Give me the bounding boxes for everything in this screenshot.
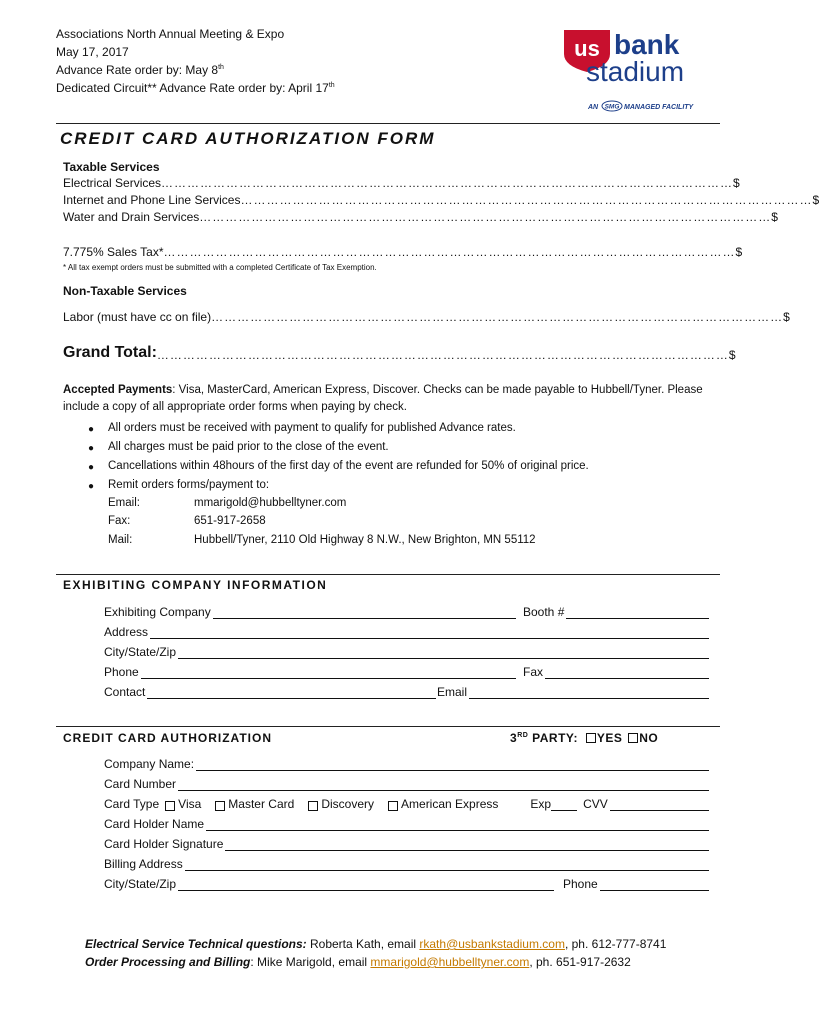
electrical-services-row: Electrical Services …………………………………………………………………………………………………………………… $ (63, 176, 740, 190)
remit-fax-label: Fax: (108, 515, 131, 527)
company-name-field[interactable]: Company Name: (104, 757, 711, 771)
us-bank-stadium-logo (560, 24, 730, 114)
discovery-checkbox[interactable] (308, 801, 318, 811)
svg-text:SMG: SMG (604, 103, 620, 111)
booth-field[interactable]: Booth # (523, 605, 711, 619)
water-drain-row: Water and Drain Services …………………………………………………………………………………………………………………… $ (63, 210, 778, 224)
internet-phone-row: Internet and Phone Line Services …………………………………………………………………………………………………………………… $ (63, 193, 819, 207)
third-party-no-checkbox[interactable] (628, 733, 638, 743)
billing-address-field[interactable]: Billing Address (104, 857, 711, 871)
tax-exempt-note: * All tax exempt orders must be submitted with a completed Certificate of Tax Exemption. (63, 263, 377, 272)
grand-total-row: Grand Total: …………………………………………………………………………………………………………………… $ (63, 344, 736, 362)
bullet-charges: All charges must be paid prior to the close of the event. (108, 441, 389, 453)
remit-email-label: Email: (108, 497, 140, 509)
exhibiting-heading: EXHIBITING COMPANY INFORMATION (63, 578, 328, 592)
phone-field[interactable]: Phone (104, 665, 518, 679)
taxable-heading: Taxable Services (63, 160, 160, 174)
form-title: CREDIT CARD AUTHORIZATION FORM (60, 129, 436, 148)
sales-tax-row: 7.775% Sales Tax* …………………………………………………………………………………………………………………… $ (63, 245, 743, 259)
address-field[interactable]: Address (104, 625, 711, 639)
cvv-field[interactable] (610, 797, 709, 811)
logo-graphic (560, 24, 730, 114)
billing-email-link[interactable]: mmarigold@hubbelltyner.com (370, 955, 530, 969)
dedicated-circuit-line: Dedicated Circuit** Advance Rate order by: April 17th (56, 81, 335, 95)
remit-mail-label: Mail: (108, 534, 133, 546)
advance-rate-line: Advance Rate order by: May 8th (56, 63, 224, 77)
third-party: 3RD PARTY: YES NO (510, 731, 659, 745)
contact-field[interactable]: Contact (104, 685, 438, 699)
bullet-advance-rates: All orders must be received with payment to qualify for published Advance rates. (108, 422, 516, 434)
third-party-yes-checkbox[interactable] (586, 733, 596, 743)
card-holder-signature-field[interactable]: Card Holder Signature (104, 837, 711, 851)
accepted-payments: Accepted Payments: Visa, MasterCard, American Express, Discover. Checks can be made payable to Hubbell/Tyner. Please include a copy of all appropriate order forms when paying by check. (63, 384, 703, 413)
exp-field[interactable] (551, 797, 577, 811)
exhibiting-divider (56, 574, 720, 575)
tech-questions-contact: Electrical Service Technical questions: Roberta Kath, email rkath@usbankstadium.com, ph. 612-777-8741 (85, 937, 667, 951)
event-name: Associations North Annual Meeting & Expo (56, 27, 285, 41)
bullet-remit: Remit orders forms/payment to: (108, 479, 270, 491)
labor-row: Labor (must have cc on file) …………………………………………………………………………………………………………………… $ (63, 310, 790, 324)
remit-email: mmarigold@hubbelltyner.com (194, 497, 347, 509)
tech-email-link[interactable]: rkath@usbankstadium.com (419, 937, 565, 951)
svg-text:bank: bank (614, 29, 680, 60)
svg-text:stadium: stadium (586, 56, 685, 87)
event-info (56, 25, 335, 97)
city-state-zip-field[interactable]: City/State/Zip (104, 645, 711, 659)
cc-city-state-zip-field[interactable]: City/State/Zip (104, 877, 556, 891)
exhibiting-company-field[interactable]: Exhibiting Company (104, 605, 518, 619)
cc-phone-field[interactable]: Phone (563, 877, 711, 891)
remit-mail: Hubbell/Tyner, 2110 Old Highway 8 N.W., New Brighton, MN 55112 (194, 534, 536, 546)
email-field[interactable]: Email (437, 685, 711, 699)
card-type-row: Card Type Visa Master Card Discovery American Express Exp CVV (104, 797, 711, 811)
grand-total-label: Grand Total: (63, 344, 157, 361)
mastercard-checkbox[interactable] (215, 801, 225, 811)
nontaxable-heading: Non-Taxable Services (63, 284, 187, 298)
visa-checkbox[interactable] (165, 801, 175, 811)
cc-heading: CREDIT CARD AUTHORIZATION (63, 731, 272, 745)
svg-text:us: us (574, 36, 600, 61)
card-holder-name-field[interactable]: Card Holder Name (104, 817, 711, 831)
fax-field[interactable]: Fax (523, 665, 711, 679)
cc-divider (56, 726, 720, 727)
event-date: May 17, 2017 (56, 45, 129, 59)
svg-text:MANAGED FACILITY: MANAGED FACILITY (624, 104, 694, 111)
amex-checkbox[interactable] (388, 801, 398, 811)
card-number-field[interactable]: Card Number (104, 777, 711, 791)
bullet-cancellations: Cancellations within 48hours of the first day of the event are refunded for 50% of original price. (108, 460, 589, 472)
billing-contact: Order Processing and Billing: Mike Marigold, email mmarigold@hubbelltyner.com, ph. 651-917-2632 (85, 955, 631, 969)
svg-text:AN: AN (588, 104, 599, 111)
header-divider (56, 123, 720, 124)
remit-fax: 651-917-2658 (194, 515, 266, 527)
